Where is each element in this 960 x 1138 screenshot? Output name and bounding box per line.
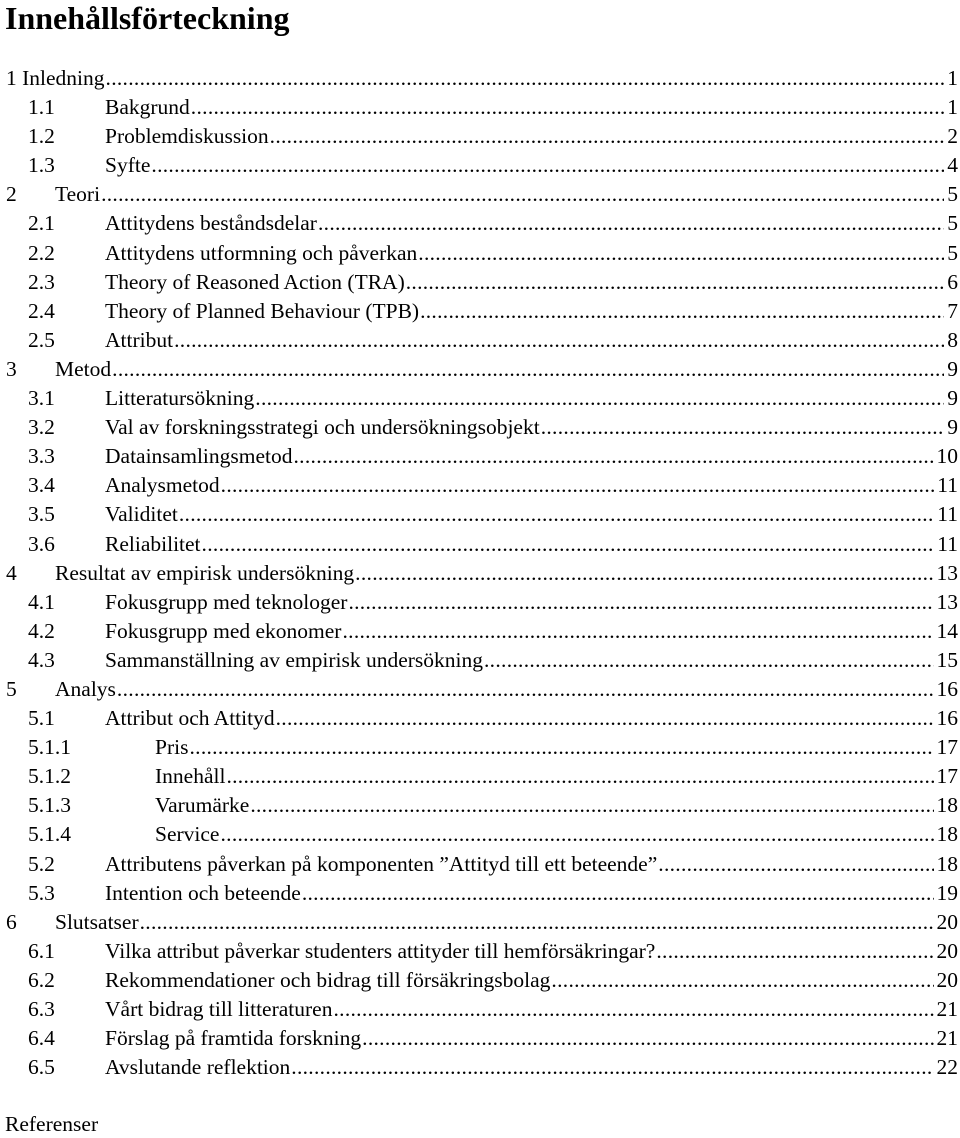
toc-dot-leader (189, 733, 933, 762)
toc-entry-label: Attitydens utformning och påverkan (105, 240, 418, 265)
toc-entry-page-number: 20 (936, 967, 958, 992)
toc-entry-label: Förslag på framtida forskning (105, 1026, 362, 1051)
toc-entry-page-number: 11 (937, 502, 958, 527)
toc-entry[interactable] (0, 820, 960, 849)
toc-entry-page-number: 16 (936, 676, 958, 701)
toc-entry-line (105, 850, 958, 879)
toc-dot-leader (202, 530, 935, 559)
toc-entry-line (105, 646, 958, 675)
toc-dot-leader (117, 675, 934, 704)
toc-entry-number: 5.3 (28, 880, 55, 905)
toc-entry-number: 2.5 (28, 327, 55, 352)
toc-entry-line (105, 879, 958, 908)
toc-entry[interactable] (0, 879, 960, 908)
toc-entry-label: Metod (55, 356, 112, 381)
toc-entry-page-number: 2 (947, 124, 958, 149)
toc-entry-line (55, 675, 958, 704)
toc-entry-number: 1.2 (28, 124, 55, 149)
toc-entry-line (155, 820, 958, 849)
toc-entry-line (55, 908, 958, 937)
toc-entry-line (155, 733, 958, 762)
toc-entry-page-number: 7 (947, 298, 958, 323)
toc-dot-leader (151, 151, 944, 180)
toc-entry-number: 4.2 (28, 618, 55, 643)
toc-entry[interactable] (0, 937, 960, 966)
toc-entry-page-number: 17 (936, 764, 958, 789)
toc-entry-label: Inledning (22, 66, 105, 90)
toc-dot-leader (270, 122, 945, 151)
toc-entry-line (6, 64, 958, 93)
toc-entry[interactable] (0, 180, 960, 209)
toc-entry-label: Litteratursökning (105, 386, 255, 411)
toc-entry[interactable] (0, 850, 960, 879)
toc-entry-label: Validitet (105, 502, 178, 527)
toc-entry-label: Attribut och Attityd (105, 706, 275, 731)
toc-entry-number: 3.4 (28, 473, 55, 498)
toc-entry-number: 5.2 (28, 851, 55, 876)
toc-entry[interactable] (0, 64, 960, 93)
toc-dot-leader (484, 646, 934, 675)
toc-entry-label: Attitydens beståndsdelar (105, 211, 317, 236)
toc-dot-leader (318, 209, 944, 238)
toc-entry-page-number: 4 (947, 153, 958, 178)
toc-entry-number: 3.5 (28, 502, 55, 527)
toc-entry-page-number: 17 (936, 735, 958, 760)
toc-entry[interactable] (0, 966, 960, 995)
toc-entry[interactable] (0, 995, 960, 1024)
toc-entry-line (105, 1024, 958, 1053)
toc-entry-page-number: 19 (936, 880, 958, 905)
toc-entry-line (55, 180, 958, 209)
toc-entry-page-number: 21 (936, 997, 958, 1021)
toc-dot-leader (221, 471, 935, 500)
toc-dot-leader (420, 297, 944, 326)
toc-entry-heading (6, 64, 105, 93)
toc-entry-line (105, 1053, 958, 1082)
page-title: Innehållsförteckning (5, 0, 290, 36)
toc-entry[interactable] (0, 355, 960, 384)
toc-entry-label: Avslutande reflektion (105, 1055, 291, 1080)
toc-entry-label: Attribut (105, 327, 174, 352)
toc-entry[interactable] (0, 471, 960, 500)
toc-entry-number: 5 (6, 676, 17, 701)
toc-entry-label: Theory of Planned Behaviour (TPB) (105, 298, 420, 323)
toc-dot-leader (226, 762, 933, 791)
toc-entry[interactable] (0, 791, 960, 820)
toc-entry-page-number: 1 (947, 95, 958, 120)
toc-dot-leader (541, 413, 945, 442)
toc-entry-page-number: 21 (936, 1026, 958, 1051)
toc-entry[interactable] (0, 559, 960, 588)
toc-entry-page-number: 5 (947, 182, 958, 207)
toc-entry-line (55, 355, 958, 384)
toc-entry-line (105, 268, 958, 297)
toc-entry-line (105, 530, 958, 559)
toc-entry-label: Problemdiskussion (105, 124, 269, 149)
toc-entry-number: 2 (6, 182, 17, 207)
toc-entry-label: Pris (155, 735, 189, 760)
toc-entry[interactable] (0, 675, 960, 704)
toc-dot-leader (656, 937, 933, 966)
toc-entry-label: Theory of Reasoned Action (TRA) (105, 269, 405, 294)
toc-entry-line (105, 442, 958, 471)
toc-dot-leader (294, 442, 934, 471)
toc-dot-leader (658, 850, 933, 879)
toc-entry-label: Innehåll (155, 764, 226, 789)
toc-entry-number: 4 (6, 560, 17, 585)
toc-dot-leader (276, 704, 934, 733)
toc-entry-line (155, 762, 958, 791)
toc-entry[interactable] (0, 122, 960, 151)
toc-dot-leader (112, 355, 944, 384)
toc-dot-leader (255, 384, 944, 413)
toc-entry-number: 6.2 (28, 967, 55, 992)
toc-entry-page-number: 20 (936, 909, 958, 934)
toc-entry-line (105, 326, 958, 355)
toc-entry-label: Analys (55, 676, 116, 701)
toc-dot-leader (348, 588, 933, 617)
toc-dot-leader (551, 966, 933, 995)
toc-entry-number: 5.1.4 (28, 822, 71, 847)
toc-entry-number: 2.1 (28, 211, 55, 236)
table-of-contents (0, 64, 960, 1082)
toc-entry-number: 4.3 (28, 647, 55, 672)
toc-entry-line (105, 297, 958, 326)
toc-entry[interactable] (0, 1053, 960, 1082)
toc-entry-line (105, 209, 958, 238)
toc-entry[interactable] (0, 617, 960, 646)
toc-entry-label: Fokusgrupp med teknologer (105, 589, 348, 614)
toc-entry-number: 1.1 (28, 95, 55, 120)
toc-entry-number: 6 (6, 909, 17, 934)
toc-entry-page-number: 15 (936, 647, 958, 672)
toc-entry[interactable] (0, 588, 960, 617)
toc-entry[interactable] (0, 209, 960, 238)
toc-entry-line (105, 471, 958, 500)
toc-entry-line (105, 617, 958, 646)
toc-entry-page-number: 9 (947, 386, 958, 411)
toc-entry-number: 2.3 (28, 269, 55, 294)
toc-entry-number: 6.5 (28, 1055, 55, 1080)
toc-entry-number: 3.6 (28, 531, 55, 556)
toc-dot-leader (191, 93, 944, 122)
toc-entry-line (105, 122, 958, 151)
toc-dot-leader (302, 879, 934, 908)
toc-entry[interactable] (0, 326, 960, 355)
toc-entry-line (105, 93, 958, 122)
toc-dot-leader (418, 239, 944, 268)
toc-dot-leader (333, 995, 933, 1024)
toc-entry-label: Datainsamlingsmetod (105, 444, 293, 469)
toc-entry-page-number: 18 (936, 793, 958, 818)
toc-entry-number: 6.1 (28, 938, 55, 963)
toc-entry-number: 3.1 (28, 386, 55, 411)
toc-entry-label: Service (155, 822, 220, 847)
toc-entry-line (105, 239, 958, 268)
toc-entry[interactable] (0, 297, 960, 326)
toc-entry-line (105, 384, 958, 413)
toc-entry[interactable] (0, 442, 960, 471)
toc-entry-label: Reliabilitet (105, 531, 201, 556)
toc-entry-page-number: 5 (947, 240, 958, 265)
toc-entry-number: 1 (6, 66, 17, 90)
toc-entry-line (105, 937, 958, 966)
toc-entry-page-number: 16 (936, 706, 958, 731)
toc-entry-page-number: 18 (936, 851, 958, 876)
toc-entry-page-number: 11 (937, 473, 958, 498)
toc-entry-line (105, 966, 958, 995)
toc-entry-label: Attributens påverkan på komponenten ”Attityd till ett beteende” (105, 851, 658, 876)
toc-entry-label: Slutsatser (55, 909, 139, 934)
toc-entry-number: 3 (6, 356, 17, 381)
toc-entry[interactable] (0, 500, 960, 529)
toc-entry-page-number: 5 (947, 211, 958, 236)
toc-entry-number: 1.3 (28, 153, 55, 178)
toc-entry-line (105, 588, 958, 617)
toc-entry-label: Vårt bidrag till litteraturen (105, 997, 333, 1021)
toc-dot-leader (179, 500, 934, 529)
toc-dot-leader (355, 559, 933, 588)
toc-entry-page-number: 10 (936, 444, 958, 469)
toc-entry[interactable] (0, 733, 960, 762)
toc-dot-leader (291, 1053, 933, 1082)
toc-entry-label: Intention och beteende (105, 880, 301, 905)
toc-entry[interactable] (0, 93, 960, 122)
toc-entry[interactable] (0, 1024, 960, 1053)
toc-entry-page-number: 13 (936, 589, 958, 614)
toc-entry-label: Teori (55, 182, 101, 207)
toc-entry-number: 5.1.2 (28, 764, 71, 789)
toc-dot-leader (362, 1024, 933, 1053)
toc-dot-leader (101, 180, 944, 209)
toc-entry-label: Varumärke (155, 793, 250, 818)
toc-dot-leader (220, 820, 933, 849)
toc-entry[interactable] (0, 239, 960, 268)
toc-entry-label: Bakgrund (105, 95, 190, 120)
toc-entry[interactable] (0, 908, 960, 937)
toc-entry-label: Fokusgrupp med ekonomer (105, 618, 342, 643)
toc-entry[interactable] (0, 704, 960, 733)
toc-entry-number: 2.4 (28, 298, 55, 323)
toc-entry-page-number: 1 (947, 66, 958, 90)
toc-entry-label: Syfte (105, 153, 151, 178)
toc-entry-line (105, 995, 958, 1024)
references-heading[interactable]: Referenser (5, 1112, 99, 1136)
toc-entry-line (105, 704, 958, 733)
toc-entry-line (55, 559, 958, 588)
toc-entry-line (105, 413, 958, 442)
toc-entry[interactable] (0, 413, 960, 442)
toc-entry-label: Rekommendationer och bidrag till försäkringsbolag (105, 967, 551, 992)
toc-entry-number: 5.1.1 (28, 735, 71, 760)
toc-entry-label: Resultat av empirisk undersökning (55, 560, 355, 585)
toc-entry-number: 2.2 (28, 240, 55, 265)
toc-entry-label: Sammanställning av empirisk undersökning (105, 647, 483, 672)
toc-entry-page-number: 20 (936, 938, 958, 963)
toc-entry-line (155, 791, 958, 820)
toc-entry-page-number: 14 (936, 618, 958, 643)
toc-entry[interactable] (0, 268, 960, 297)
toc-entry-line (105, 151, 958, 180)
toc-entry[interactable] (0, 151, 960, 180)
toc-entry-label: Val av forskningsstrategi och undersökningsobjekt (105, 415, 540, 440)
toc-dot-leader (342, 617, 933, 646)
toc-entry-label: Analysmetod (105, 473, 220, 498)
toc-dot-leader (106, 64, 945, 93)
toc-dot-leader (140, 908, 934, 937)
toc-entry-number: 5.1 (28, 706, 55, 731)
toc-entry-page-number: 6 (947, 269, 958, 294)
toc-entry-page-number: 22 (936, 1055, 958, 1080)
toc-dot-leader (406, 268, 945, 297)
toc-entry-number: 3.3 (28, 444, 55, 469)
toc-entry-page-number: 13 (936, 560, 958, 585)
toc-entry-page-number: 8 (947, 327, 958, 352)
toc-entry-page-number: 18 (936, 822, 958, 847)
toc-entry[interactable] (0, 530, 960, 559)
toc-entry-number: 3.2 (28, 415, 55, 440)
toc-entry-page-number: 9 (947, 415, 958, 440)
toc-entry-number: 4.1 (28, 589, 55, 614)
toc-entry-number: 5.1.3 (28, 793, 71, 818)
toc-entry-label: Vilka attribut påverkar studenters attityder till hemförsäkringar? (105, 938, 656, 963)
toc-dot-leader (250, 791, 933, 820)
toc-entry[interactable] (0, 646, 960, 675)
toc-entry-page-number: 11 (937, 531, 958, 556)
toc-entry-number: 6.4 (28, 1026, 55, 1051)
toc-entry-number: 6.3 (28, 997, 55, 1021)
toc-dot-leader (174, 326, 944, 355)
toc-entry[interactable] (0, 762, 960, 791)
toc-entry-page-number: 9 (947, 356, 958, 381)
toc-entry-line (105, 500, 958, 529)
toc-entry[interactable] (0, 384, 960, 413)
